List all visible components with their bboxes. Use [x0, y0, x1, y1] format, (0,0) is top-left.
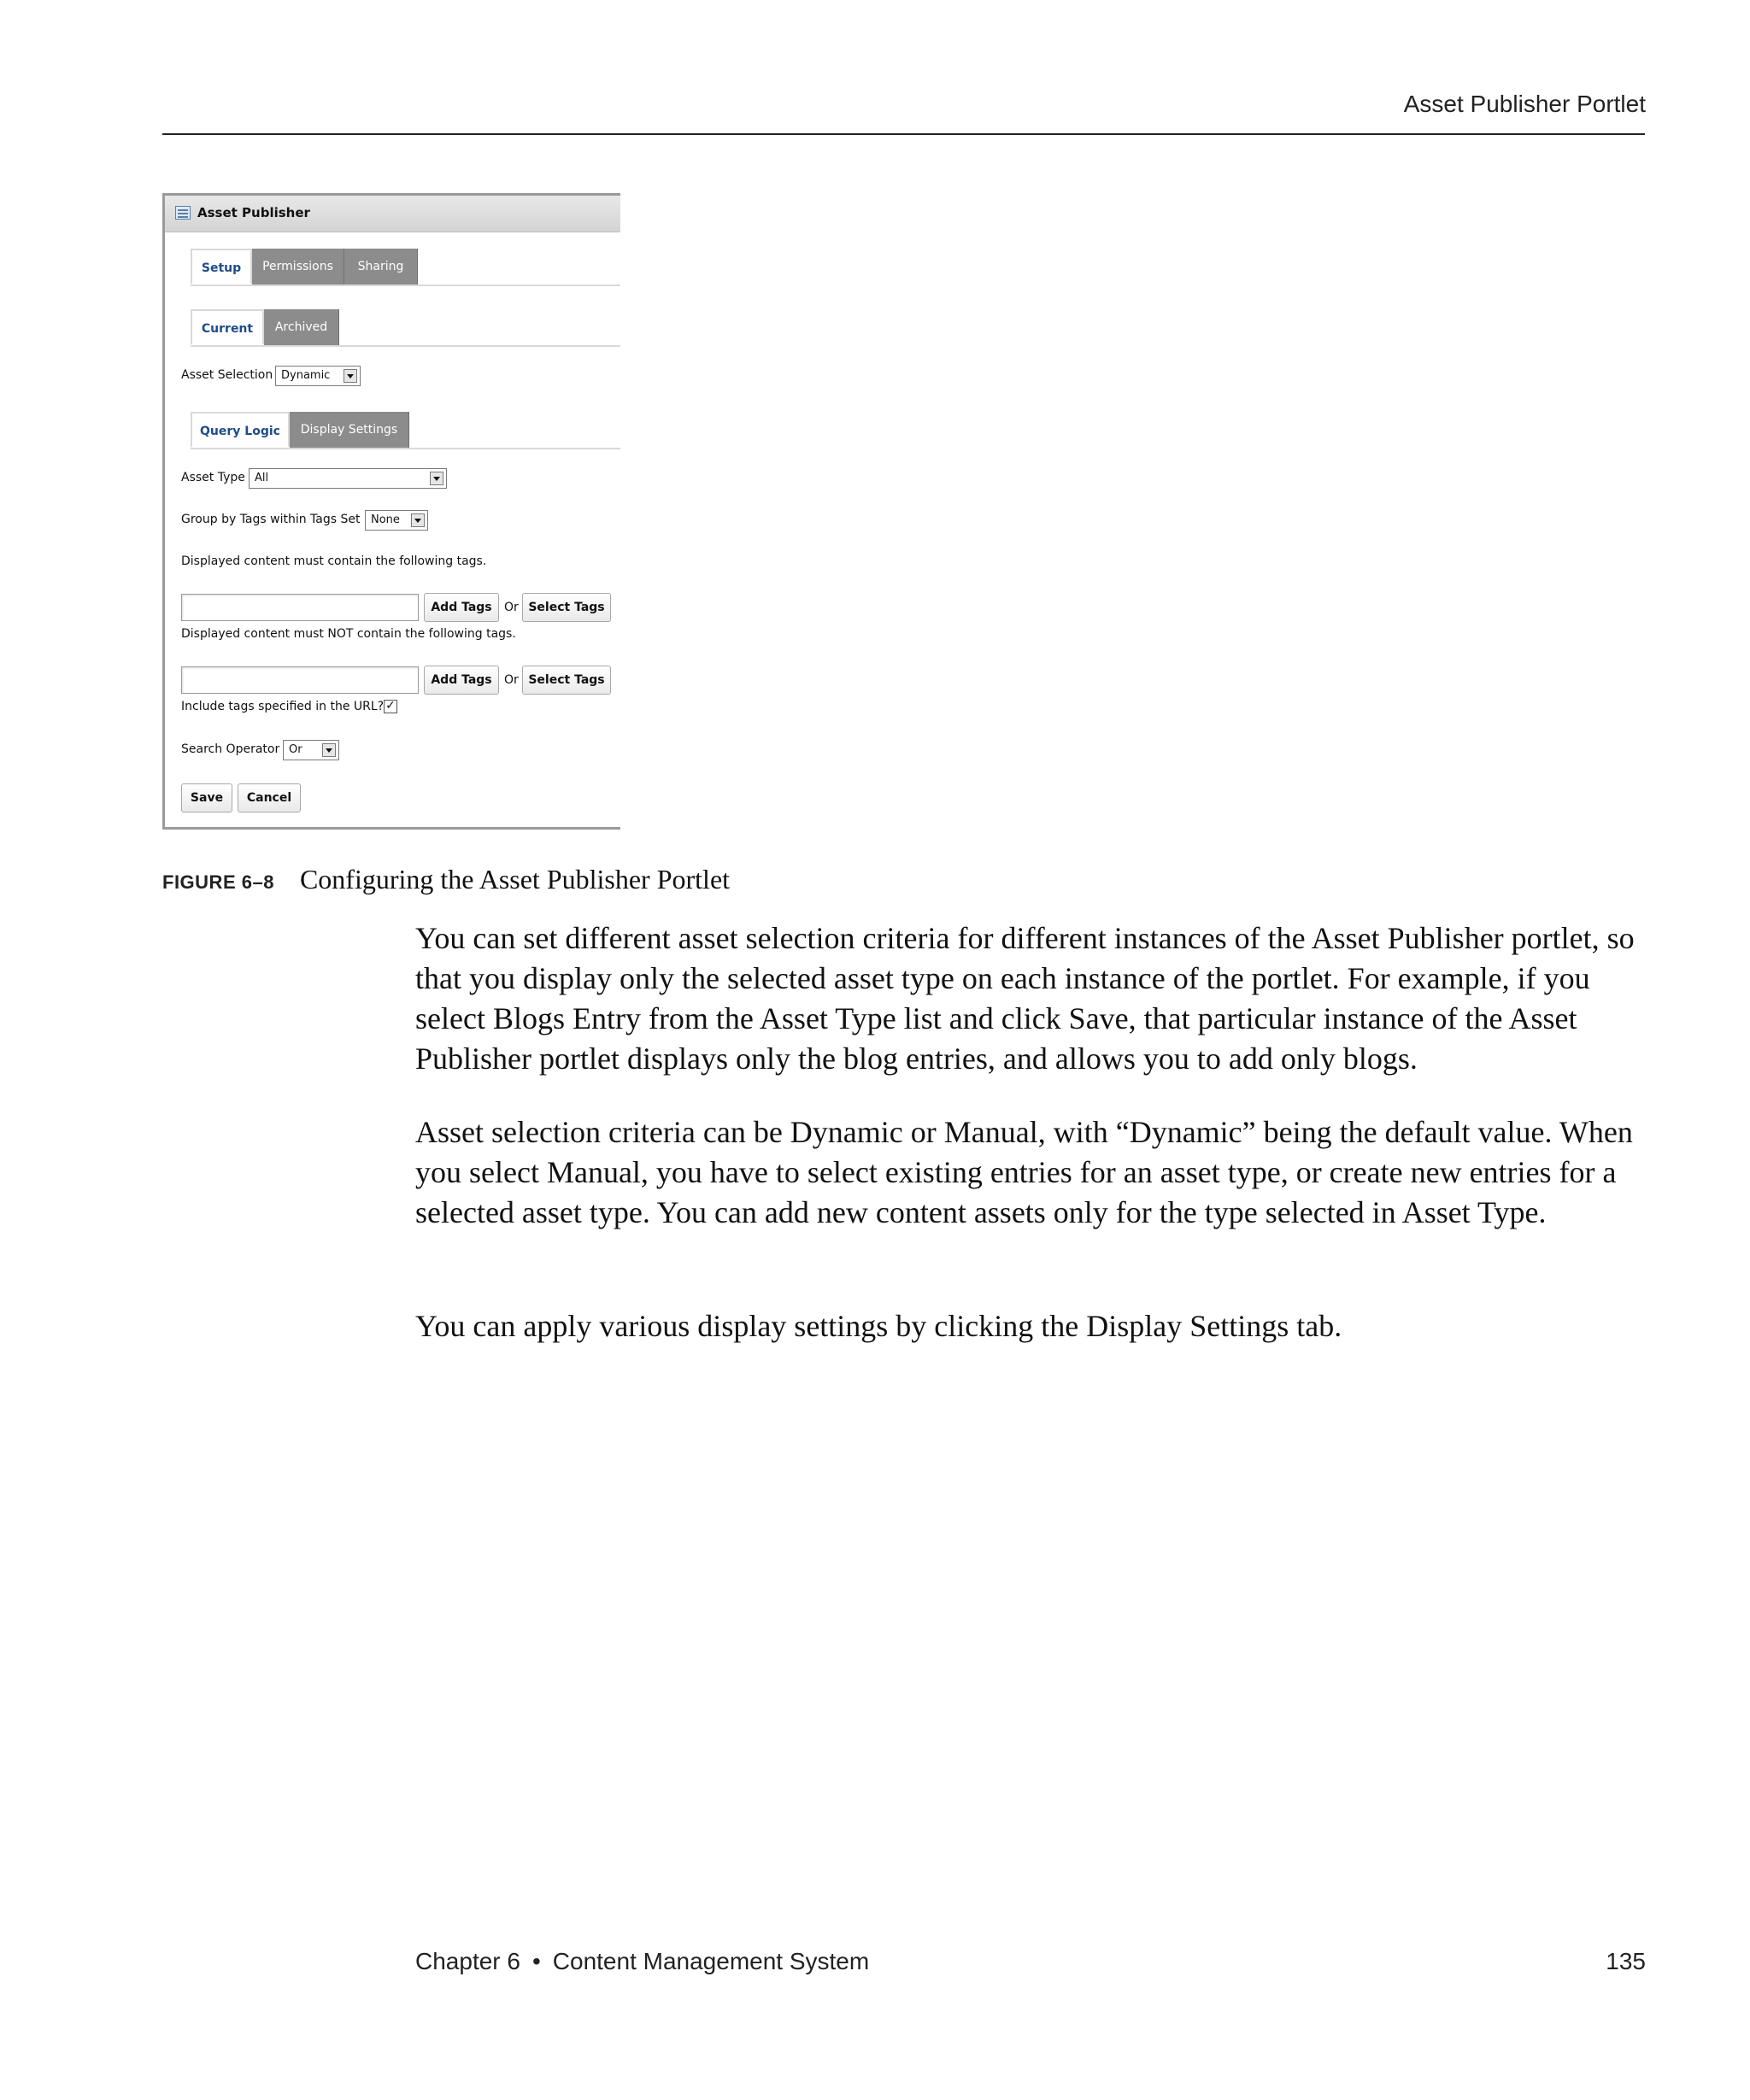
chevron-down-icon	[430, 472, 443, 485]
figure-caption	[162, 864, 730, 895]
asset-type-label: Asset Type	[181, 471, 245, 484]
header-rule	[162, 133, 1645, 135]
tab-setup[interactable]: Setup	[191, 249, 252, 284]
search-operator-select[interactable]	[283, 740, 339, 760]
asset-selection-select[interactable]	[275, 366, 361, 386]
paragraph-2: Asset selection criteria can be Dynamic or Manual, with “Dynamic” being the default value. When you select Manual, you have to select existing entries for an asset type, or create new entries for a selected asset type. You can add new content assets only for the type selected in Asset Type.	[415, 1115, 1633, 1229]
chevron-down-icon	[322, 743, 336, 757]
cancel-button[interactable]: Cancel	[238, 783, 301, 812]
main-tabbar	[191, 249, 620, 286]
tab-permissions[interactable]: Permissions	[252, 249, 344, 284]
contain-tags-input[interactable]	[181, 594, 419, 621]
running-head: Asset Publisher Portlet	[1403, 91, 1646, 117]
tab-sharing[interactable]: Sharing	[344, 249, 418, 284]
figure-caption-text: Configuring the Asset Publisher Portlet	[299, 864, 731, 895]
group-by-value: None	[371, 513, 400, 526]
save-button[interactable]: Save	[181, 783, 232, 812]
or-text-2: Or	[504, 673, 519, 687]
footer-chapter	[415, 1948, 869, 1975]
tab-current[interactable]: Current	[191, 309, 264, 345]
config-tabbar	[191, 412, 620, 449]
figure-label: FIGURE 6–8	[162, 871, 274, 893]
must-not-contain-text: Displayed content must NOT contain the following tags.	[181, 627, 516, 641]
tab-archived[interactable]: Archived	[264, 309, 339, 345]
page-number: 135	[1606, 1948, 1646, 1974]
group-by-label: Group by Tags within Tags Set	[181, 513, 361, 526]
asset-selection-value: Dynamic	[281, 369, 331, 382]
asset-type-select[interactable]	[249, 468, 447, 489]
search-operator-label: Search Operator	[181, 742, 280, 756]
exclude-tags-input[interactable]	[181, 666, 419, 694]
include-tags-label: Include tags specified in the URL?	[181, 700, 385, 713]
search-operator-value: Or	[289, 743, 302, 756]
asset-selection-label: Asset Selection	[181, 368, 273, 382]
portlet-icon	[175, 206, 191, 220]
sub-tabbar	[191, 309, 620, 347]
chevron-down-icon	[411, 513, 425, 527]
tab-display-settings[interactable]: Display Settings	[290, 412, 409, 448]
tab-query-logic[interactable]: Query Logic	[191, 412, 290, 448]
add-tags-button[interactable]: Add Tags	[424, 593, 499, 622]
footer-chapter-number: Chapter 6	[415, 1948, 520, 1974]
footer-section: Content Management System	[552, 1948, 870, 1974]
paragraph-3: You can apply various display settings by clicking the Display Settings tab.	[415, 1309, 1342, 1343]
include-tags-checkbox[interactable]: ✓	[384, 700, 397, 713]
or-text: Or	[504, 601, 519, 614]
select-tags-button-2[interactable]: Select Tags	[522, 666, 611, 695]
asset-publisher-portlet-screenshot	[162, 193, 620, 830]
portlet-title: Asset Publisher	[197, 205, 310, 220]
add-tags-button-2[interactable]: Add Tags	[424, 666, 499, 695]
portlet-title-bar	[165, 196, 620, 232]
must-contain-text: Displayed content must contain the following tags.	[181, 554, 487, 568]
select-tags-button[interactable]: Select Tags	[522, 593, 611, 622]
asset-type-value: All	[255, 472, 269, 484]
paragraph-1: You can set different asset selection criteria for different instances of the Asset Publisher portlet, so that you display only the selected asset type on each instance of the portlet. For example, if you select Blogs Entry from the Asset Type list and click Save, that particular instance of the Asset Publisher portlet displays only the blog entries, and allows you to add only blogs.	[415, 921, 1635, 1076]
chevron-down-icon	[344, 369, 357, 383]
footer-bullet: •	[531, 1948, 541, 1974]
group-by-select[interactable]	[365, 510, 428, 531]
